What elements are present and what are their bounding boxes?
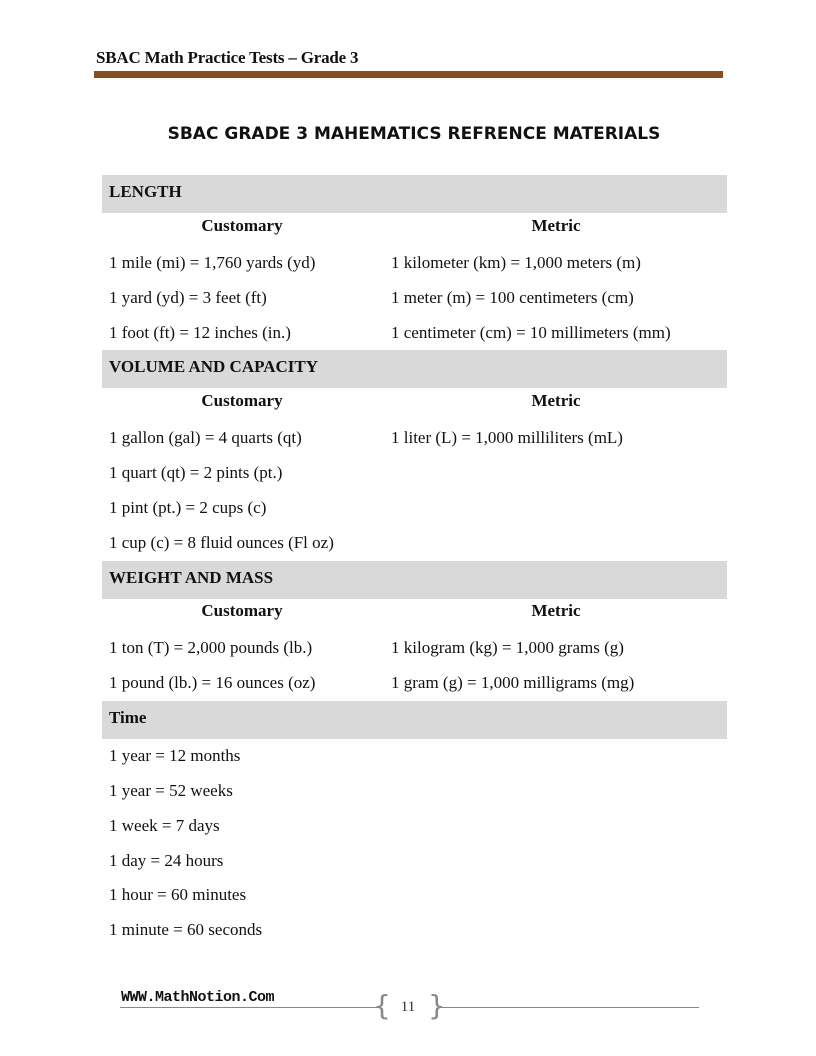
time-item: 1 hour = 60 minutes [109, 885, 247, 904]
left-bracket-icon: { [373, 989, 391, 1022]
volume-metric-heading: Metric [531, 391, 581, 410]
section-header-weight: WEIGHT AND MASS [102, 561, 727, 599]
weight-customary-heading: Customary [201, 601, 283, 620]
time-item: 1 year = 12 months [109, 746, 241, 765]
header-title: SBAC Math Practice Tests – Grade 3 [96, 48, 359, 67]
time-item: 1 day = 24 hours [109, 851, 224, 870]
length-metric-heading: Metric [531, 216, 581, 235]
footer-website: WWW.MathNotion.Com [121, 989, 275, 1006]
footer-rule-right [440, 1007, 699, 1008]
header-divider [94, 71, 723, 78]
time-item: 1 year = 52 weeks [109, 781, 233, 800]
length-metric-item: 1 kilometer (km) = 1,000 meters (m) [391, 253, 641, 272]
length-customary-item: 1 mile (mi) = 1,760 yards (yd) [109, 253, 316, 272]
footer-rule-left [120, 1007, 378, 1008]
length-metric-item: 1 centimeter (cm) = 10 millimeters (mm) [391, 323, 671, 342]
volume-customary-item: 1 quart (qt) = 2 pints (pt.) [109, 463, 283, 482]
weight-metric-item: 1 gram (g) = 1,000 milligrams (mg) [391, 673, 635, 692]
weight-metric-heading: Metric [531, 601, 581, 620]
length-metric-item: 1 meter (m) = 100 centimeters (cm) [391, 288, 634, 307]
volume-customary-heading: Customary [201, 391, 283, 410]
page-number: 11 [400, 999, 416, 1015]
right-bracket-icon: } [428, 989, 446, 1022]
time-item: 1 minute = 60 seconds [109, 920, 263, 939]
volume-customary-item: 1 cup (c) = 8 fluid ounces (Fl oz) [109, 533, 334, 552]
weight-customary-item: 1 ton (T) = 2,000 pounds (lb.) [109, 638, 313, 657]
section-header-volume: VOLUME AND CAPACITY [102, 350, 727, 388]
length-customary-item: 1 yard (yd) = 3 feet (ft) [109, 288, 267, 307]
section-header-length: LENGTH [102, 175, 727, 213]
weight-metric-item: 1 kilogram (kg) = 1,000 grams (g) [391, 638, 624, 657]
section-header-time: Time [102, 701, 727, 739]
volume-metric-item: 1 liter (L) = 1,000 milliliters (mL) [391, 428, 623, 447]
document-title: SBAC GRADE 3 MAHEMATICS REFRENCE MATERIALS [167, 124, 661, 144]
volume-customary-item: 1 pint (pt.) = 2 cups (c) [109, 498, 267, 517]
weight-customary-item: 1 pound (lb.) = 16 ounces (oz) [109, 673, 316, 692]
length-customary-heading: Customary [201, 216, 283, 235]
length-customary-item: 1 foot (ft) = 12 inches (in.) [109, 323, 291, 342]
time-item: 1 week = 7 days [109, 816, 220, 835]
volume-customary-item: 1 gallon (gal) = 4 quarts (qt) [109, 428, 302, 447]
